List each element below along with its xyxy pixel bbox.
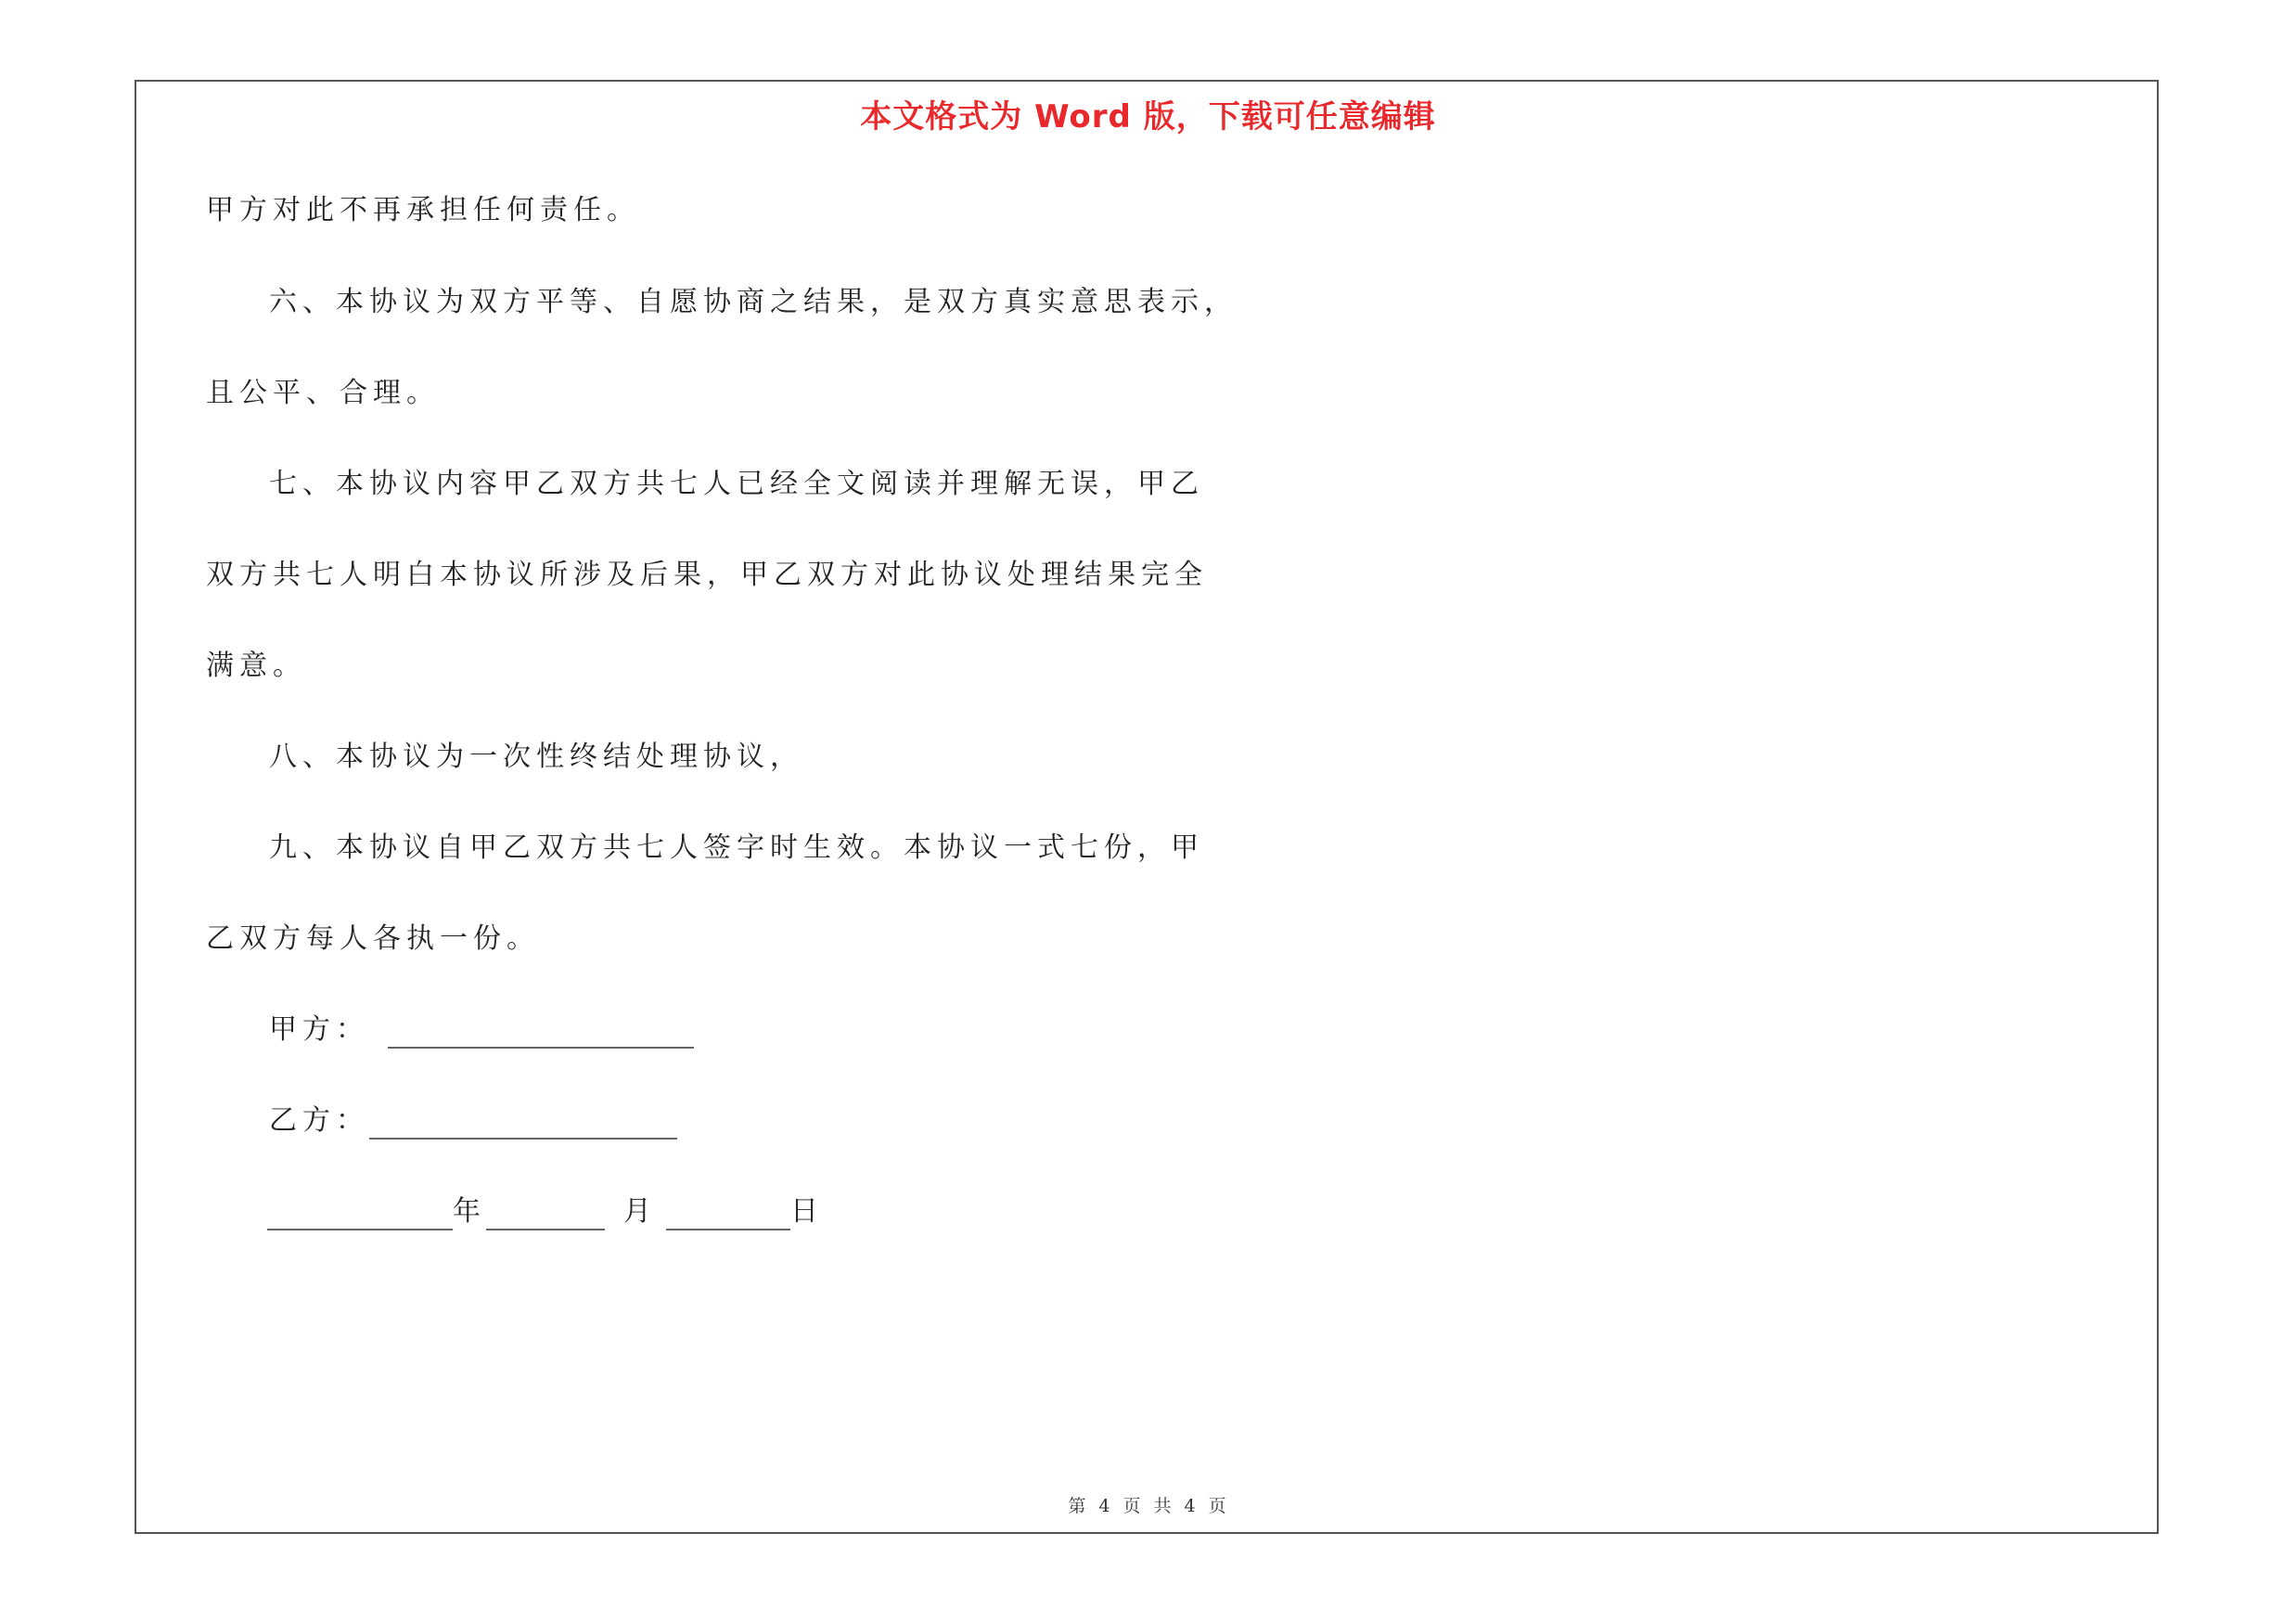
year-line[interactable] [267,1201,453,1230]
footer-prefix: 第 [1068,1496,1088,1516]
body-line: 六、本协议为双方平等、自愿协商之结果，是双方真实意思表示， [269,286,1238,318]
footer-page-word: 页 [1122,1496,1143,1516]
body-line: 甲方对此不再承担任何责任。 [206,194,640,226]
date-signature [267,1193,824,1230]
body-line: 乙双方每人各执一份。 [206,922,540,955]
body-line: 八、本协议为一次性终结处理协议， [269,741,803,773]
footer-page-num: 4 [1098,1496,1112,1516]
year-label: 年 [453,1195,486,1228]
month-label: 月 [623,1195,657,1228]
page-footer [0,1492,2296,1517]
footer-total-prefix: 共 [1153,1496,1174,1516]
body-line: 九、本协议自甲乙双方共七人签字时生效。本协议一式七份，甲 [269,831,1204,864]
day-line[interactable] [666,1201,790,1230]
party-a-label: 甲方： [269,1013,369,1046]
party-b-label: 乙方： [269,1104,369,1137]
party-b-signature [269,1102,677,1140]
body-line: 双方共七人明白本协议所涉及后果，甲乙双方对此协议处理结果完全 [206,559,1208,591]
day-label: 日 [790,1195,824,1228]
body-line: 满意。 [206,650,306,682]
footer-total-word: 页 [1208,1496,1228,1516]
party-a-signature-line[interactable] [388,1019,694,1049]
body-line: 七、本协议内容甲乙双方共七人已经全文阅读并理解无误，甲乙 [269,468,1204,500]
party-a-signature [269,1011,694,1049]
body-line: 且公平、合理。 [206,377,440,409]
month-line[interactable] [486,1201,605,1230]
party-b-signature-line[interactable] [369,1110,677,1140]
footer-total-num: 4 [1184,1496,1198,1516]
header-banner: 本文格式为 Word 版，下载可任意编辑 [860,98,1436,135]
